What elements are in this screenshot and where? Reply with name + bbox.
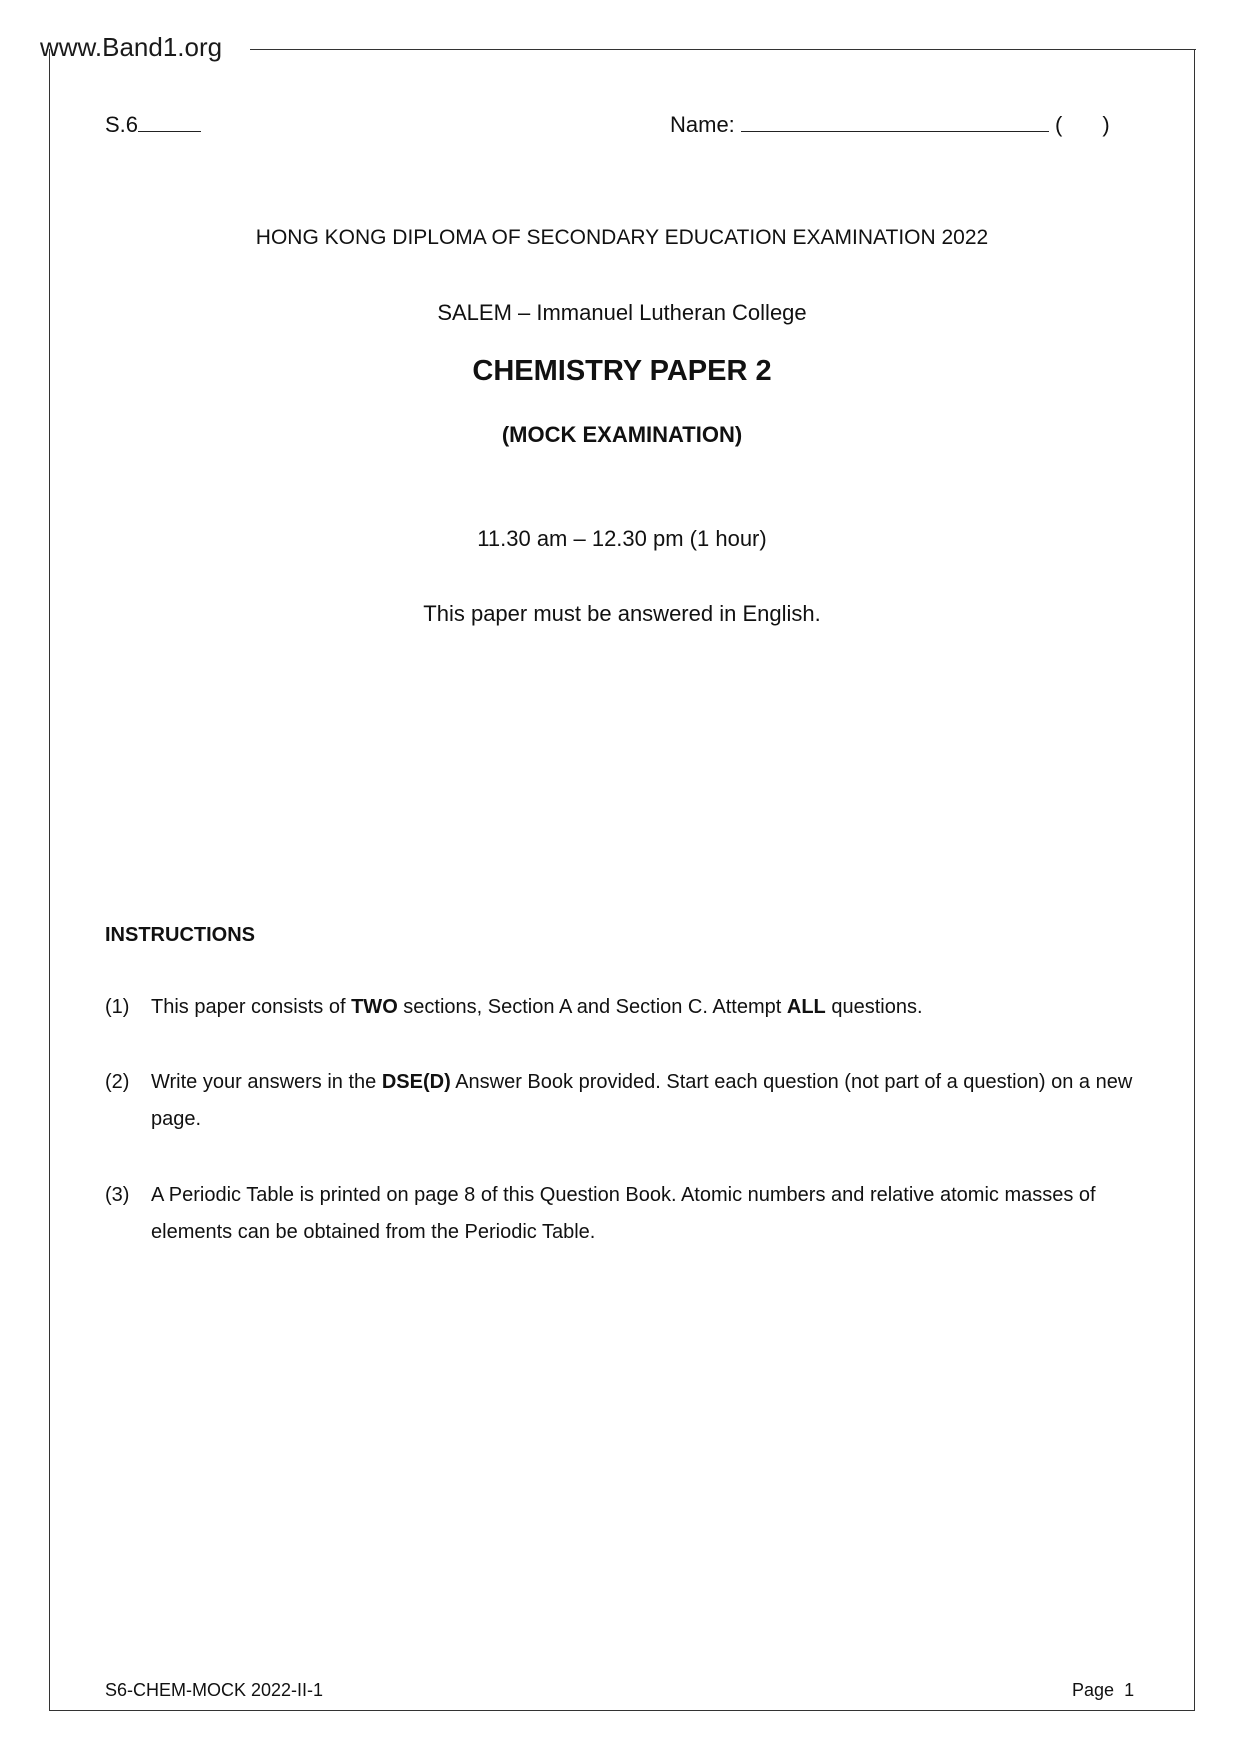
name-field [670,110,1110,140]
instruction-number: (3) [105,1184,130,1206]
class-label: S.6 [105,112,139,137]
instruction-item-3 [105,1177,1145,1251]
page-label: Page [1072,1680,1115,1700]
language-note: This paper must be answered in English. [423,601,821,626]
class-number-close-paren: ) [1102,112,1110,137]
instruction-text: A Periodic Table is printed on page 8 of this Question Book. Atomic numbers and relative atomic masses of elements can be obtained from the Periodic Table. [151,1184,1096,1243]
mock-label: (MOCK EXAMINATION) [501,422,743,447]
exam-time: 11.30 am – 12.30 pm (1 hour) [477,526,767,551]
paper-title: CHEMISTRY PAPER 2 [472,355,772,387]
footer-page-number [1072,1678,1134,1702]
instruction-number: (1) [105,996,130,1018]
class-blank [138,113,201,132]
instructions-title: INSTRUCTIONS [105,924,255,946]
page-number: 1 [1124,1680,1135,1700]
class-field [105,110,201,140]
instruction-text: This paper consists of TWO sections, Section A and Section C. Attempt ALL questions. [151,996,923,1018]
instruction-number: (2) [105,1071,130,1093]
exam-title: HONG KONG DIPLOMA OF SECONDARY EDUCATION EXAMINATION 2022 [255,226,989,249]
instruction-item-1 [105,989,1145,1026]
name-label: Name: [670,112,735,137]
instruction-text: Write your answers in the DSE(D) Answer Book provided. Start each question (not part of a question) on a new page. [151,1071,1133,1130]
school-name: SALEM – Immanuel Lutheran College [437,300,807,325]
name-blank [741,113,1049,132]
instruction-item-2 [105,1064,1145,1138]
site-url[interactable]: www.Band1.org [40,32,223,62]
class-number-open-paren: ( [1055,112,1063,137]
footer-paper-code: S6-CHEM-MOCK 2022-II-1 [105,1680,324,1700]
